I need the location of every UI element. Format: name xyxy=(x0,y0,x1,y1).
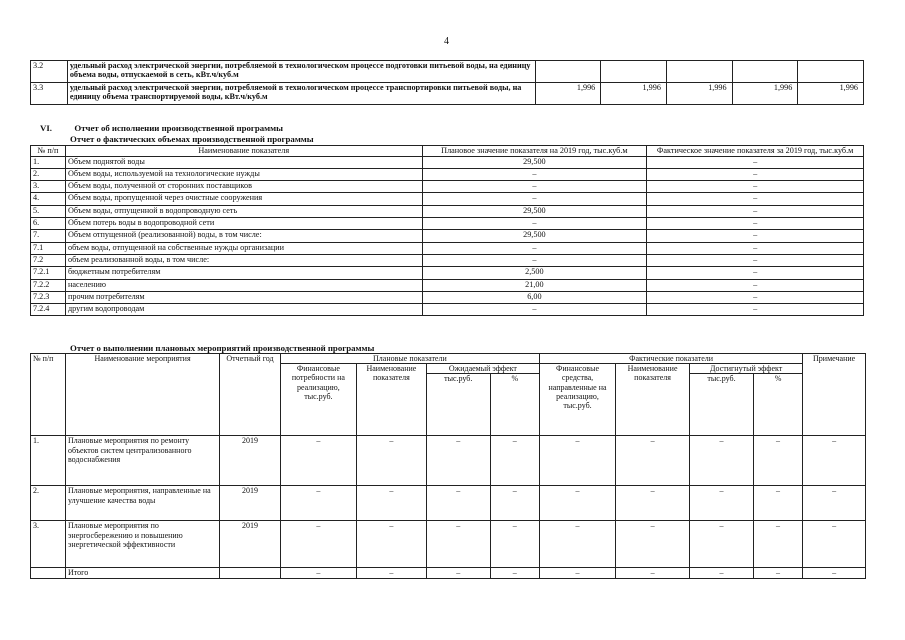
fact-value: – xyxy=(647,304,864,316)
value-cell xyxy=(666,61,732,83)
header-fact-financial: Финансовые средства, направленные на реализацию, тыс.руб. xyxy=(539,364,615,436)
table-row xyxy=(31,218,864,230)
plan-value: – xyxy=(422,168,647,180)
section-title: Отчет об исполнении производственной программы xyxy=(74,123,284,133)
indicator-name: Объем воды, используемой на технологические нужды xyxy=(65,168,422,180)
header-plan-financial: Финансовые потребности на реализацию, тыс.руб. xyxy=(280,364,356,436)
value-cell: – xyxy=(490,521,539,568)
row-number xyxy=(31,568,66,579)
row-number: 4. xyxy=(31,193,66,205)
fact-value: – xyxy=(647,205,864,217)
value-cell: – xyxy=(803,436,866,486)
indicator-name: прочим потребителям xyxy=(65,291,422,303)
plan-value: 6,00 xyxy=(422,291,647,303)
value-cell: 1,996 xyxy=(535,83,601,105)
plan-value: – xyxy=(422,193,647,205)
value-cell: – xyxy=(616,436,690,486)
planned-events-table xyxy=(30,353,866,579)
value-cell: – xyxy=(616,568,690,579)
indicator-name: объем реализованной воды, в том числе: xyxy=(65,254,422,266)
plan-value: 2,500 xyxy=(422,267,647,279)
header-fact-effect-rub: тыс.руб. xyxy=(690,374,754,436)
value-cell: – xyxy=(426,486,490,521)
indicator-name: объем воды, отпущенной на собственные нужды организации xyxy=(65,242,422,254)
value-cell: – xyxy=(690,486,754,521)
fact-value: – xyxy=(647,242,864,254)
value-cell: – xyxy=(753,486,802,521)
value-cell: – xyxy=(490,436,539,486)
table-row xyxy=(31,156,864,168)
value-cell: – xyxy=(803,568,866,579)
table-row xyxy=(31,254,864,266)
event-name: Плановые мероприятия по ремонту объектов систем централизованного водоснабжения xyxy=(65,436,219,486)
value-cell: – xyxy=(753,568,802,579)
table-row xyxy=(31,61,864,83)
row-number: 7.1 xyxy=(31,242,66,254)
event-name: Плановые мероприятия, направленные на улучшение качества воды xyxy=(65,486,219,521)
fact-value: – xyxy=(647,291,864,303)
row-number: 7.2.4 xyxy=(31,304,66,316)
header-plan-effect: Ожидаемый эффект xyxy=(426,364,539,374)
energy-consumption-table xyxy=(30,60,864,105)
table-row xyxy=(31,304,864,316)
value-cell: – xyxy=(426,521,490,568)
table-row xyxy=(31,181,864,193)
report-year xyxy=(220,568,281,579)
value-cell: – xyxy=(753,436,802,486)
table-row xyxy=(31,205,864,217)
value-cell: – xyxy=(803,486,866,521)
fact-value: – xyxy=(647,181,864,193)
report-year: 2019 xyxy=(220,486,281,521)
header-fact: Фактическое значение показателя за 2019 год, тыс.куб.м xyxy=(647,146,864,157)
table-row xyxy=(31,291,864,303)
indicator-name: населению xyxy=(65,279,422,291)
row-number: 3.2 xyxy=(31,61,68,83)
header-note: Примечание xyxy=(803,354,866,436)
row-number: 6. xyxy=(31,218,66,230)
value-cell: – xyxy=(690,436,754,486)
row-number: 3.3 xyxy=(31,83,68,105)
value-cell: – xyxy=(616,486,690,521)
plan-value: – xyxy=(422,242,647,254)
table-row xyxy=(31,83,864,105)
table-row xyxy=(31,267,864,279)
row-number: 1. xyxy=(31,156,66,168)
table-row xyxy=(31,436,866,486)
row-number: 1. xyxy=(31,436,66,486)
row-number: 5. xyxy=(31,205,66,217)
value-cell: – xyxy=(753,521,802,568)
value-cell: – xyxy=(356,436,426,486)
fact-value: – xyxy=(647,218,864,230)
fact-value: – xyxy=(647,193,864,205)
indicator-name: Объем воды, полученной от сторонних поставщиков xyxy=(65,181,422,193)
value-cell: – xyxy=(356,568,426,579)
value-cell xyxy=(535,61,601,83)
header-num: № п/п xyxy=(31,146,66,157)
header-plan-indicator: Наименование показателя xyxy=(356,364,426,436)
table-header-row xyxy=(31,146,864,157)
actual-volumes-table xyxy=(30,145,864,316)
row-number: 7.2 xyxy=(31,254,66,266)
event-name: Итого xyxy=(65,568,219,579)
value-cell: 1,996 xyxy=(732,83,798,105)
value-cell: – xyxy=(490,486,539,521)
row-number: 7.2.3 xyxy=(31,291,66,303)
plan-value: – xyxy=(422,254,647,266)
total-row xyxy=(31,568,866,579)
indicator-name: бюджетным потребителям xyxy=(65,267,422,279)
row-number: 2. xyxy=(31,168,66,180)
indicator-name: Объем воды, пропущенной через очистные сооружения xyxy=(65,193,422,205)
value-cell: – xyxy=(280,568,356,579)
header-plan-effect-rub: тыс.руб. xyxy=(426,374,490,436)
table-row xyxy=(31,230,864,242)
value-cell: – xyxy=(280,521,356,568)
indicator-name: удельный расход электрической энергии, потребляемой в технологическом процессе подготовки питьевой воды, на единицу объема воды, отпускаемой в сеть, кВт.ч/куб.м xyxy=(67,61,535,83)
indicator-name: другим водопроводам xyxy=(65,304,422,316)
value-cell xyxy=(601,61,667,83)
header-fact-indicator: Наименование показателя xyxy=(616,364,690,436)
fact-value: – xyxy=(647,254,864,266)
value-cell xyxy=(798,61,864,83)
table-row xyxy=(31,168,864,180)
table-row xyxy=(31,521,866,568)
header-fact-effect-pct: % xyxy=(753,374,802,436)
plan-value: – xyxy=(422,181,647,193)
section-subtitle: Отчет о фактических объемах производственной программы xyxy=(70,134,314,144)
row-number: 3. xyxy=(31,181,66,193)
value-cell: – xyxy=(616,521,690,568)
plan-value: – xyxy=(422,304,647,316)
header-year: Отчетный год xyxy=(220,354,281,436)
value-cell: – xyxy=(426,436,490,486)
indicator-name: Объем воды, отпущенной в водопроводную сеть xyxy=(65,205,422,217)
value-cell: – xyxy=(280,486,356,521)
table-row xyxy=(31,486,866,521)
row-number: 2. xyxy=(31,486,66,521)
value-cell: – xyxy=(539,568,615,579)
page-number: 4 xyxy=(444,36,449,47)
table-row xyxy=(31,242,864,254)
value-cell: – xyxy=(690,521,754,568)
event-name: Плановые мероприятия по энергосбережению и повышению энергетической эффективности xyxy=(65,521,219,568)
report-year: 2019 xyxy=(220,436,281,486)
fact-value: – xyxy=(647,230,864,242)
value-cell: – xyxy=(803,521,866,568)
header-name: Наименование показателя xyxy=(65,146,422,157)
plan-value: 29,500 xyxy=(422,205,647,217)
plan-value: 21,00 xyxy=(422,279,647,291)
indicator-name: Объем потерь воды в водопроводной сети xyxy=(65,218,422,230)
fact-value: – xyxy=(647,267,864,279)
value-cell: 1,996 xyxy=(798,83,864,105)
plan-value: – xyxy=(422,218,647,230)
indicator-name: Объем поднятой воды xyxy=(65,156,422,168)
section-roman-numeral: VI. xyxy=(40,123,52,133)
value-cell: – xyxy=(356,486,426,521)
report-year: 2019 xyxy=(220,521,281,568)
row-number: 7.2.1 xyxy=(31,267,66,279)
header-fact-effect: Достигнутый эффект xyxy=(690,364,803,374)
table-row xyxy=(31,279,864,291)
value-cell: – xyxy=(539,486,615,521)
value-cell: – xyxy=(490,568,539,579)
value-cell: – xyxy=(690,568,754,579)
events-section-title: Отчет о выполнении плановых мероприятий производственной программы xyxy=(70,343,375,353)
value-cell: – xyxy=(539,521,615,568)
fact-value: – xyxy=(647,156,864,168)
value-cell: – xyxy=(356,521,426,568)
value-cell: 1,996 xyxy=(666,83,732,105)
fact-value: – xyxy=(647,279,864,291)
value-cell xyxy=(732,61,798,83)
value-cell: – xyxy=(539,436,615,486)
table-row xyxy=(31,193,864,205)
table-header-row xyxy=(31,354,866,364)
value-cell: – xyxy=(280,436,356,486)
value-cell: 1,996 xyxy=(601,83,667,105)
indicator-name: удельный расход электрической энергии, потребляемой в технологическом процессе транспортировки питьевой воды, на единицу объема транспортируемой воды, кВт.ч/куб.м xyxy=(67,83,535,105)
header-fact-group: Фактические показатели xyxy=(539,354,802,364)
header-num: № п/п xyxy=(31,354,66,436)
header-plan-group: Плановые показатели xyxy=(280,354,539,364)
row-number: 7.2.2 xyxy=(31,279,66,291)
row-number: 3. xyxy=(31,521,66,568)
header-plan: Плановое значение показателя на 2019 год, тыс.куб.м xyxy=(422,146,647,157)
header-name: Наименование мероприятия xyxy=(65,354,219,436)
row-number: 7. xyxy=(31,230,66,242)
section-6-heading xyxy=(40,123,283,133)
indicator-name: Объем отпущенной (реализованной) воды, в том числе: xyxy=(65,230,422,242)
plan-value: 29,500 xyxy=(422,230,647,242)
value-cell: – xyxy=(426,568,490,579)
fact-value: – xyxy=(647,168,864,180)
header-plan-effect-pct: % xyxy=(490,374,539,436)
plan-value: 29,500 xyxy=(422,156,647,168)
